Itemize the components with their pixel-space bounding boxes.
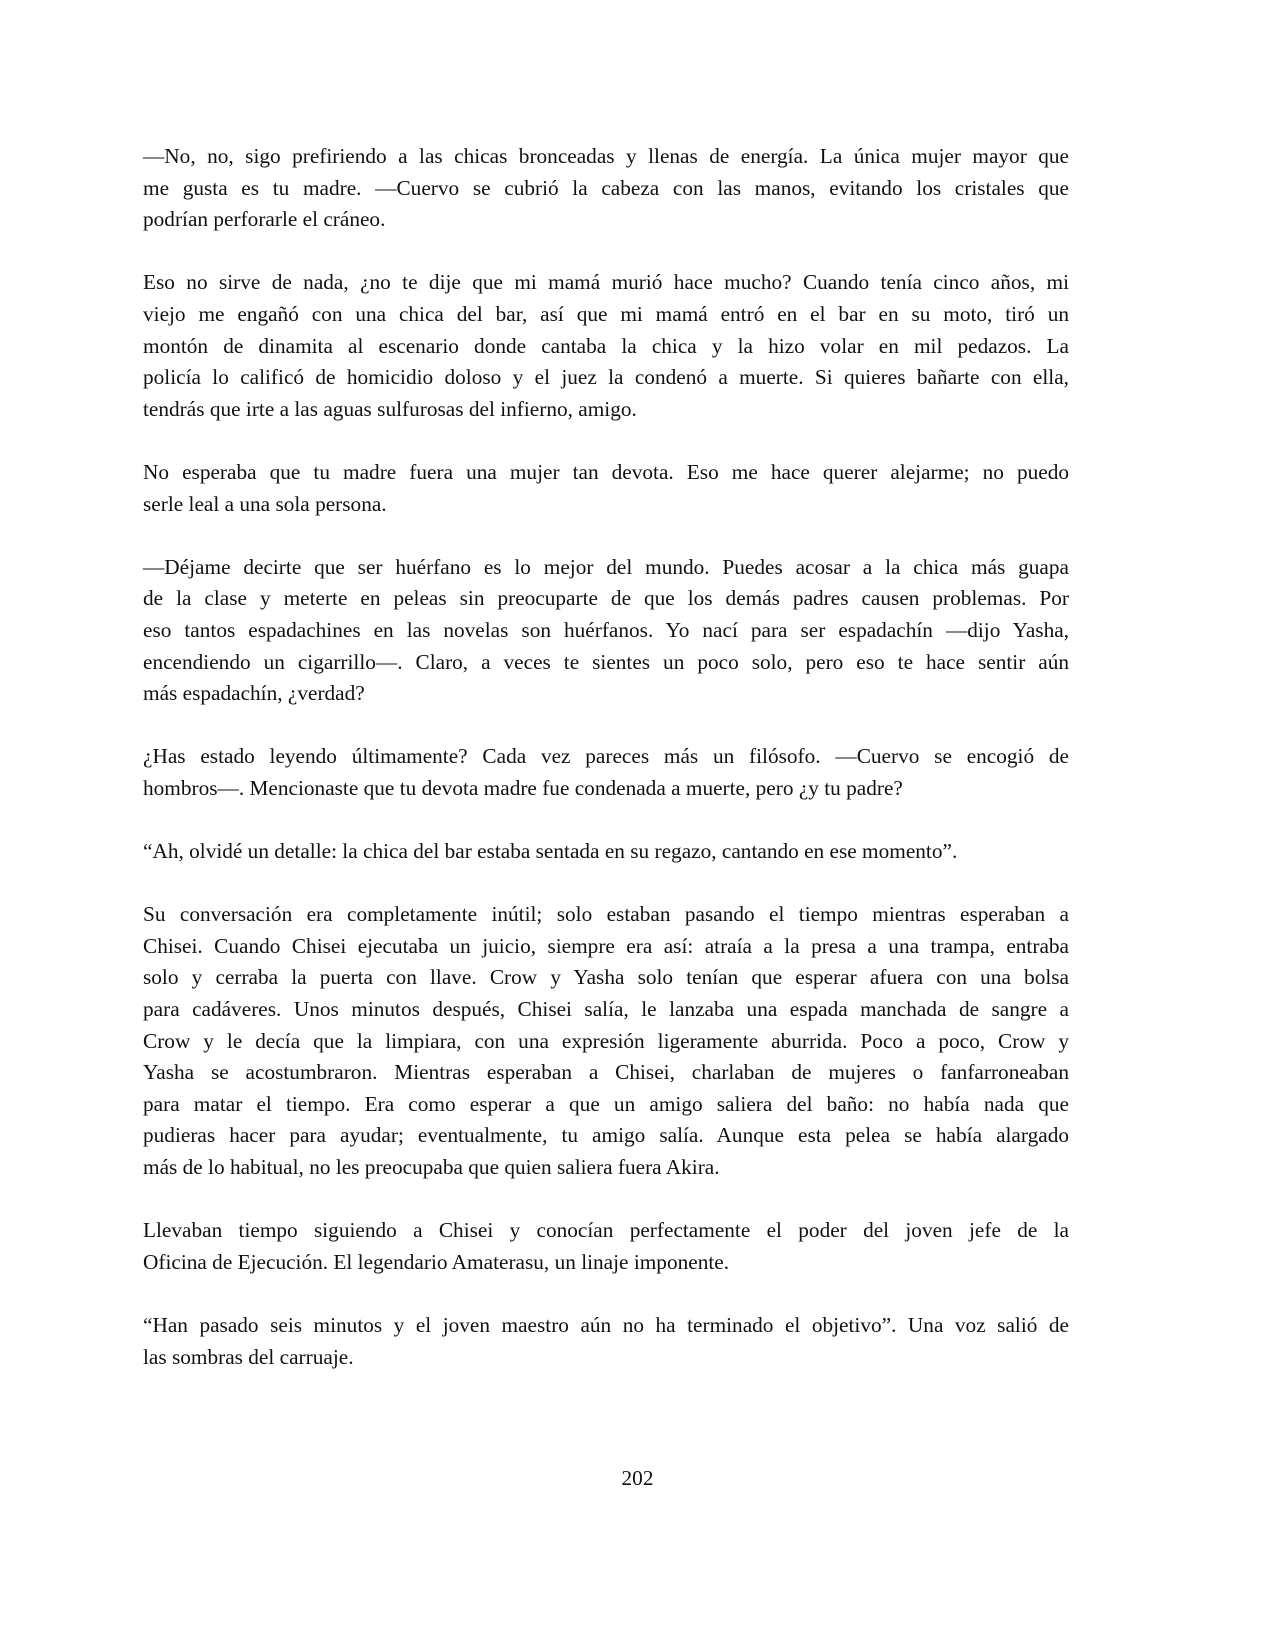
text-line: me gusta es tu madre. —Cuervo se cubrió la cabeza con las manos, evitando los cristales que [143, 175, 1069, 200]
text-line: eso tantos espadachines en las novelas son huérfanos. Yo nací para ser espadachín —dijo Yasha, [143, 617, 1069, 642]
text-line: —No, no, sigo prefiriendo a las chicas bronceadas y llenas de energía. La única mujer mayor que [143, 144, 1069, 168]
text-line: para matar el tiempo. Era como esperar a que un amigo saliera del baño: no había nada que [143, 1091, 1069, 1116]
paragraph [143, 836, 1069, 868]
text-line: las sombras del carruaje. [143, 1344, 354, 1369]
text-line: No esperaba que tu madre fuera una mujer tan devota. Eso me hace querer alejarme; no puedo [143, 459, 1069, 484]
text-line: Su conversación era completamente inútil; solo estaban pasando el tiempo mientras esperaban a [143, 902, 1069, 927]
paragraph [143, 1215, 1069, 1278]
text-line: podrían perforarle el cráneo. [143, 207, 386, 232]
text-line: —Déjame decirte que ser huérfano es lo mejor del mundo. Puedes acosar a la chica más guapa [143, 554, 1069, 579]
text-line: Oficina de Ejecución. El legendario Amaterasu, un linaje imponente. [143, 1249, 730, 1274]
paragraph [143, 457, 1069, 520]
text-line: serle leal a una sola persona. [143, 491, 387, 516]
text-line: hombros—. Mencionaste que tu devota madre fue condenada a muerte, pero ¿y tu padre? [143, 775, 903, 800]
text-line: Crow y le decía que la limpiara, con una expresión ligeramente aburrida. Poco a poco, Crow y [143, 1028, 1069, 1053]
text-line: viejo me engañó con una chica del bar, así que mi mamá entró en el bar en su moto, tiró un [143, 301, 1069, 326]
text-line: ¿Has estado leyendo últimamente? Cada vez pareces más un filósofo. —Cuervo se encogió de [143, 744, 1069, 769]
page-number: 202 [621, 1466, 654, 1490]
text-line: “Han pasado seis minutos y el joven maestro aún no ha terminado el objetivo”. Una voz salió de [143, 1312, 1069, 1337]
text-line: más espadachín, ¿verdad? [143, 681, 365, 706]
text-line: de la clase y meterte en peleas sin preocuparte de que los demás padres causen problemas. Por [143, 586, 1069, 611]
paragraph [143, 741, 1069, 804]
paragraph [143, 552, 1069, 710]
text-line: “Ah, olvidé un detalle: la chica del bar estaba sentada en su regazo, cantando en ese momento”. [143, 839, 958, 864]
text-line: montón de dinamita al escenario donde cantaba la chica y la hizo volar en mil pedazos. La [143, 333, 1069, 358]
text-line: Eso no sirve de nada, ¿no te dije que mi mamá murió hace mucho? Cuando tenía cinco años, mi [143, 270, 1069, 295]
text-line: policía lo calificó de homicidio doloso y el juez la condenó a muerte. Si quieres bañarte con ella, [143, 365, 1069, 390]
paragraph [143, 267, 1069, 425]
text-line: Chisei. Cuando Chisei ejecutaba un juicio, siempre era así: atraía a la presa a una trampa, entraba [143, 933, 1069, 958]
text-line: Yasha se acostumbraron. Mientras esperaban a Chisei, charlaban de mujeres o fanfarroneaban [143, 1060, 1069, 1085]
text-line: tendrás que irte a las aguas sulfurosas del infierno, amigo. [143, 396, 637, 421]
paragraph [143, 899, 1069, 1183]
paragraph [143, 1310, 1069, 1373]
text-line: solo y cerraba la puerta con llave. Crow y Yasha solo tenían que esperar afuera con una bolsa [143, 965, 1069, 990]
text-line: pudieras hacer para ayudar; eventualmente, tu amigo salía. Aunque esta pelea se había alargado [143, 1123, 1069, 1148]
paragraph [143, 141, 1069, 236]
page-body [143, 141, 1069, 1405]
text-line: encendiendo un cigarrillo—. Claro, a veces te sientes un poco solo, pero eso te hace sentir aún [143, 649, 1069, 674]
text-line: Llevaban tiempo siguiendo a Chisei y conocían perfectamente el poder del joven jefe de la [143, 1218, 1069, 1243]
text-line: para cadáveres. Unos minutos después, Chisei salía, le lanzaba una espada manchada de sangre a [143, 997, 1069, 1022]
text-line: más de lo habitual, no les preocupaba que quien saliera fuera Akira. [143, 1155, 720, 1179]
